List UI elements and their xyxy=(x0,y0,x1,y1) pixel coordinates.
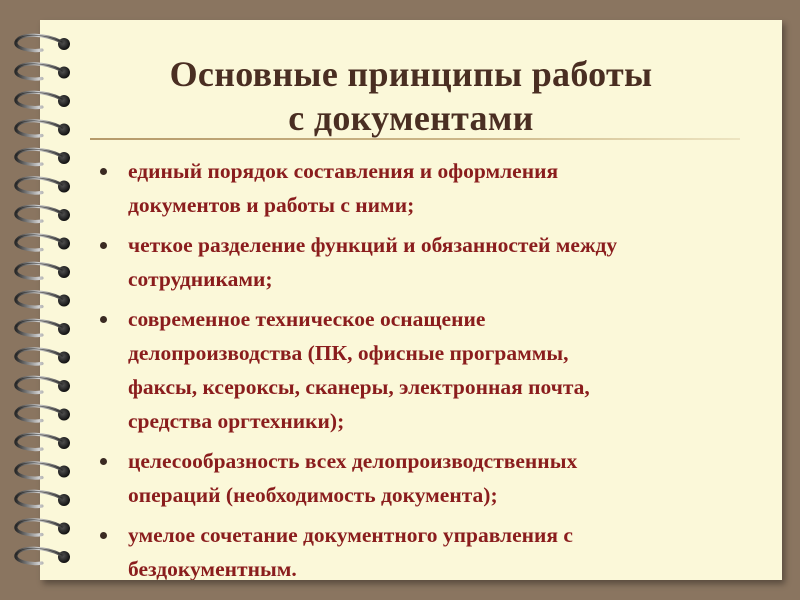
spiral-ring-icon xyxy=(16,349,70,364)
spiral-ring-icon xyxy=(16,548,70,563)
spiral-ring-icon xyxy=(16,92,70,107)
bullet-line: делопроизводства (ПК, офисные программы, xyxy=(128,341,569,365)
spiral-wire-icon xyxy=(16,263,62,278)
bullet-line: средства оргтехники); xyxy=(128,409,345,433)
spiral-binding-icon xyxy=(6,30,78,570)
spiral-ring-icon xyxy=(16,64,70,79)
spiral-wire-icon xyxy=(16,178,62,193)
bullet-dot-icon xyxy=(100,458,107,465)
spiral-wire-icon xyxy=(16,491,62,506)
bullet-dot-icon xyxy=(100,168,107,175)
spiral-ring-icon xyxy=(16,434,70,449)
spiral-ring-icon xyxy=(16,35,70,50)
bullet-item xyxy=(92,444,752,512)
bullet-dot-icon xyxy=(100,532,107,539)
spiral-wire-icon xyxy=(16,206,62,221)
spiral-ring-icon xyxy=(16,292,70,307)
spiral-wire-icon xyxy=(16,235,62,250)
spiral-ring-icon xyxy=(16,406,70,421)
spiral-wire-icon xyxy=(16,35,62,50)
spiral-wire-icon xyxy=(16,292,62,307)
bullet-line: четкое разделение функций и обязанностей между xyxy=(128,233,618,257)
spiral-ring-icon xyxy=(16,206,70,221)
bullet-line: современное техническое оснащение xyxy=(128,307,486,331)
spiral-ring-icon xyxy=(16,263,70,278)
spiral-wire-icon xyxy=(16,520,62,535)
spiral-wire-icon xyxy=(16,320,62,335)
bullet-item xyxy=(92,154,752,222)
bullet-item xyxy=(92,228,752,296)
spiral-ring-icon xyxy=(16,121,70,136)
title-line-1: Основные принципы работы xyxy=(169,54,653,94)
spiral-ring-icon xyxy=(16,235,70,250)
bullet-line: целесообразность всех делопроизводственных xyxy=(128,449,578,473)
spiral-wire-icon xyxy=(16,377,62,392)
bullet-line: умелое сочетание документного управления с xyxy=(128,523,573,547)
bullet-line: документов и работы с ними; xyxy=(128,193,415,217)
spiral-wire-icon xyxy=(16,149,62,164)
spiral-wire-icon xyxy=(16,64,62,79)
spiral-wire-icon xyxy=(16,121,62,136)
spiral-wire-icon xyxy=(16,434,62,449)
spiral-ring-icon xyxy=(16,320,70,335)
bullet-dot-icon xyxy=(100,316,107,323)
spiral-wire-icon xyxy=(16,92,62,107)
spiral-wire-icon xyxy=(16,548,62,563)
bullet-dot-icon xyxy=(100,242,107,249)
bullet-item xyxy=(92,302,752,438)
spiral-ring-icon xyxy=(16,149,70,164)
bullet-line: единый порядок составления и оформления xyxy=(128,159,559,183)
slide-title xyxy=(40,52,782,140)
spiral-wire-icon xyxy=(16,349,62,364)
spiral-ring-icon xyxy=(16,377,70,392)
bullet-line: операций (необходимость документа); xyxy=(128,483,498,507)
spiral-wire-icon xyxy=(16,463,62,478)
spiral-wire-icon xyxy=(16,406,62,421)
title-divider xyxy=(90,138,740,140)
spiral-ring-icon xyxy=(16,463,70,478)
spiral-ring-icon xyxy=(16,178,70,193)
bullet-list xyxy=(92,154,752,580)
bullet-line: факсы, ксероксы, сканеры, электронная почта, xyxy=(128,375,590,399)
bullet-item xyxy=(92,518,752,580)
bullet-line: сотрудниками; xyxy=(128,267,273,291)
spiral-ring-icon xyxy=(16,491,70,506)
bullet-line: бездокументным. xyxy=(128,557,297,580)
notebook-page xyxy=(40,20,782,580)
title-line-2: с документами xyxy=(288,98,534,138)
spiral-ring-icon xyxy=(16,520,70,535)
